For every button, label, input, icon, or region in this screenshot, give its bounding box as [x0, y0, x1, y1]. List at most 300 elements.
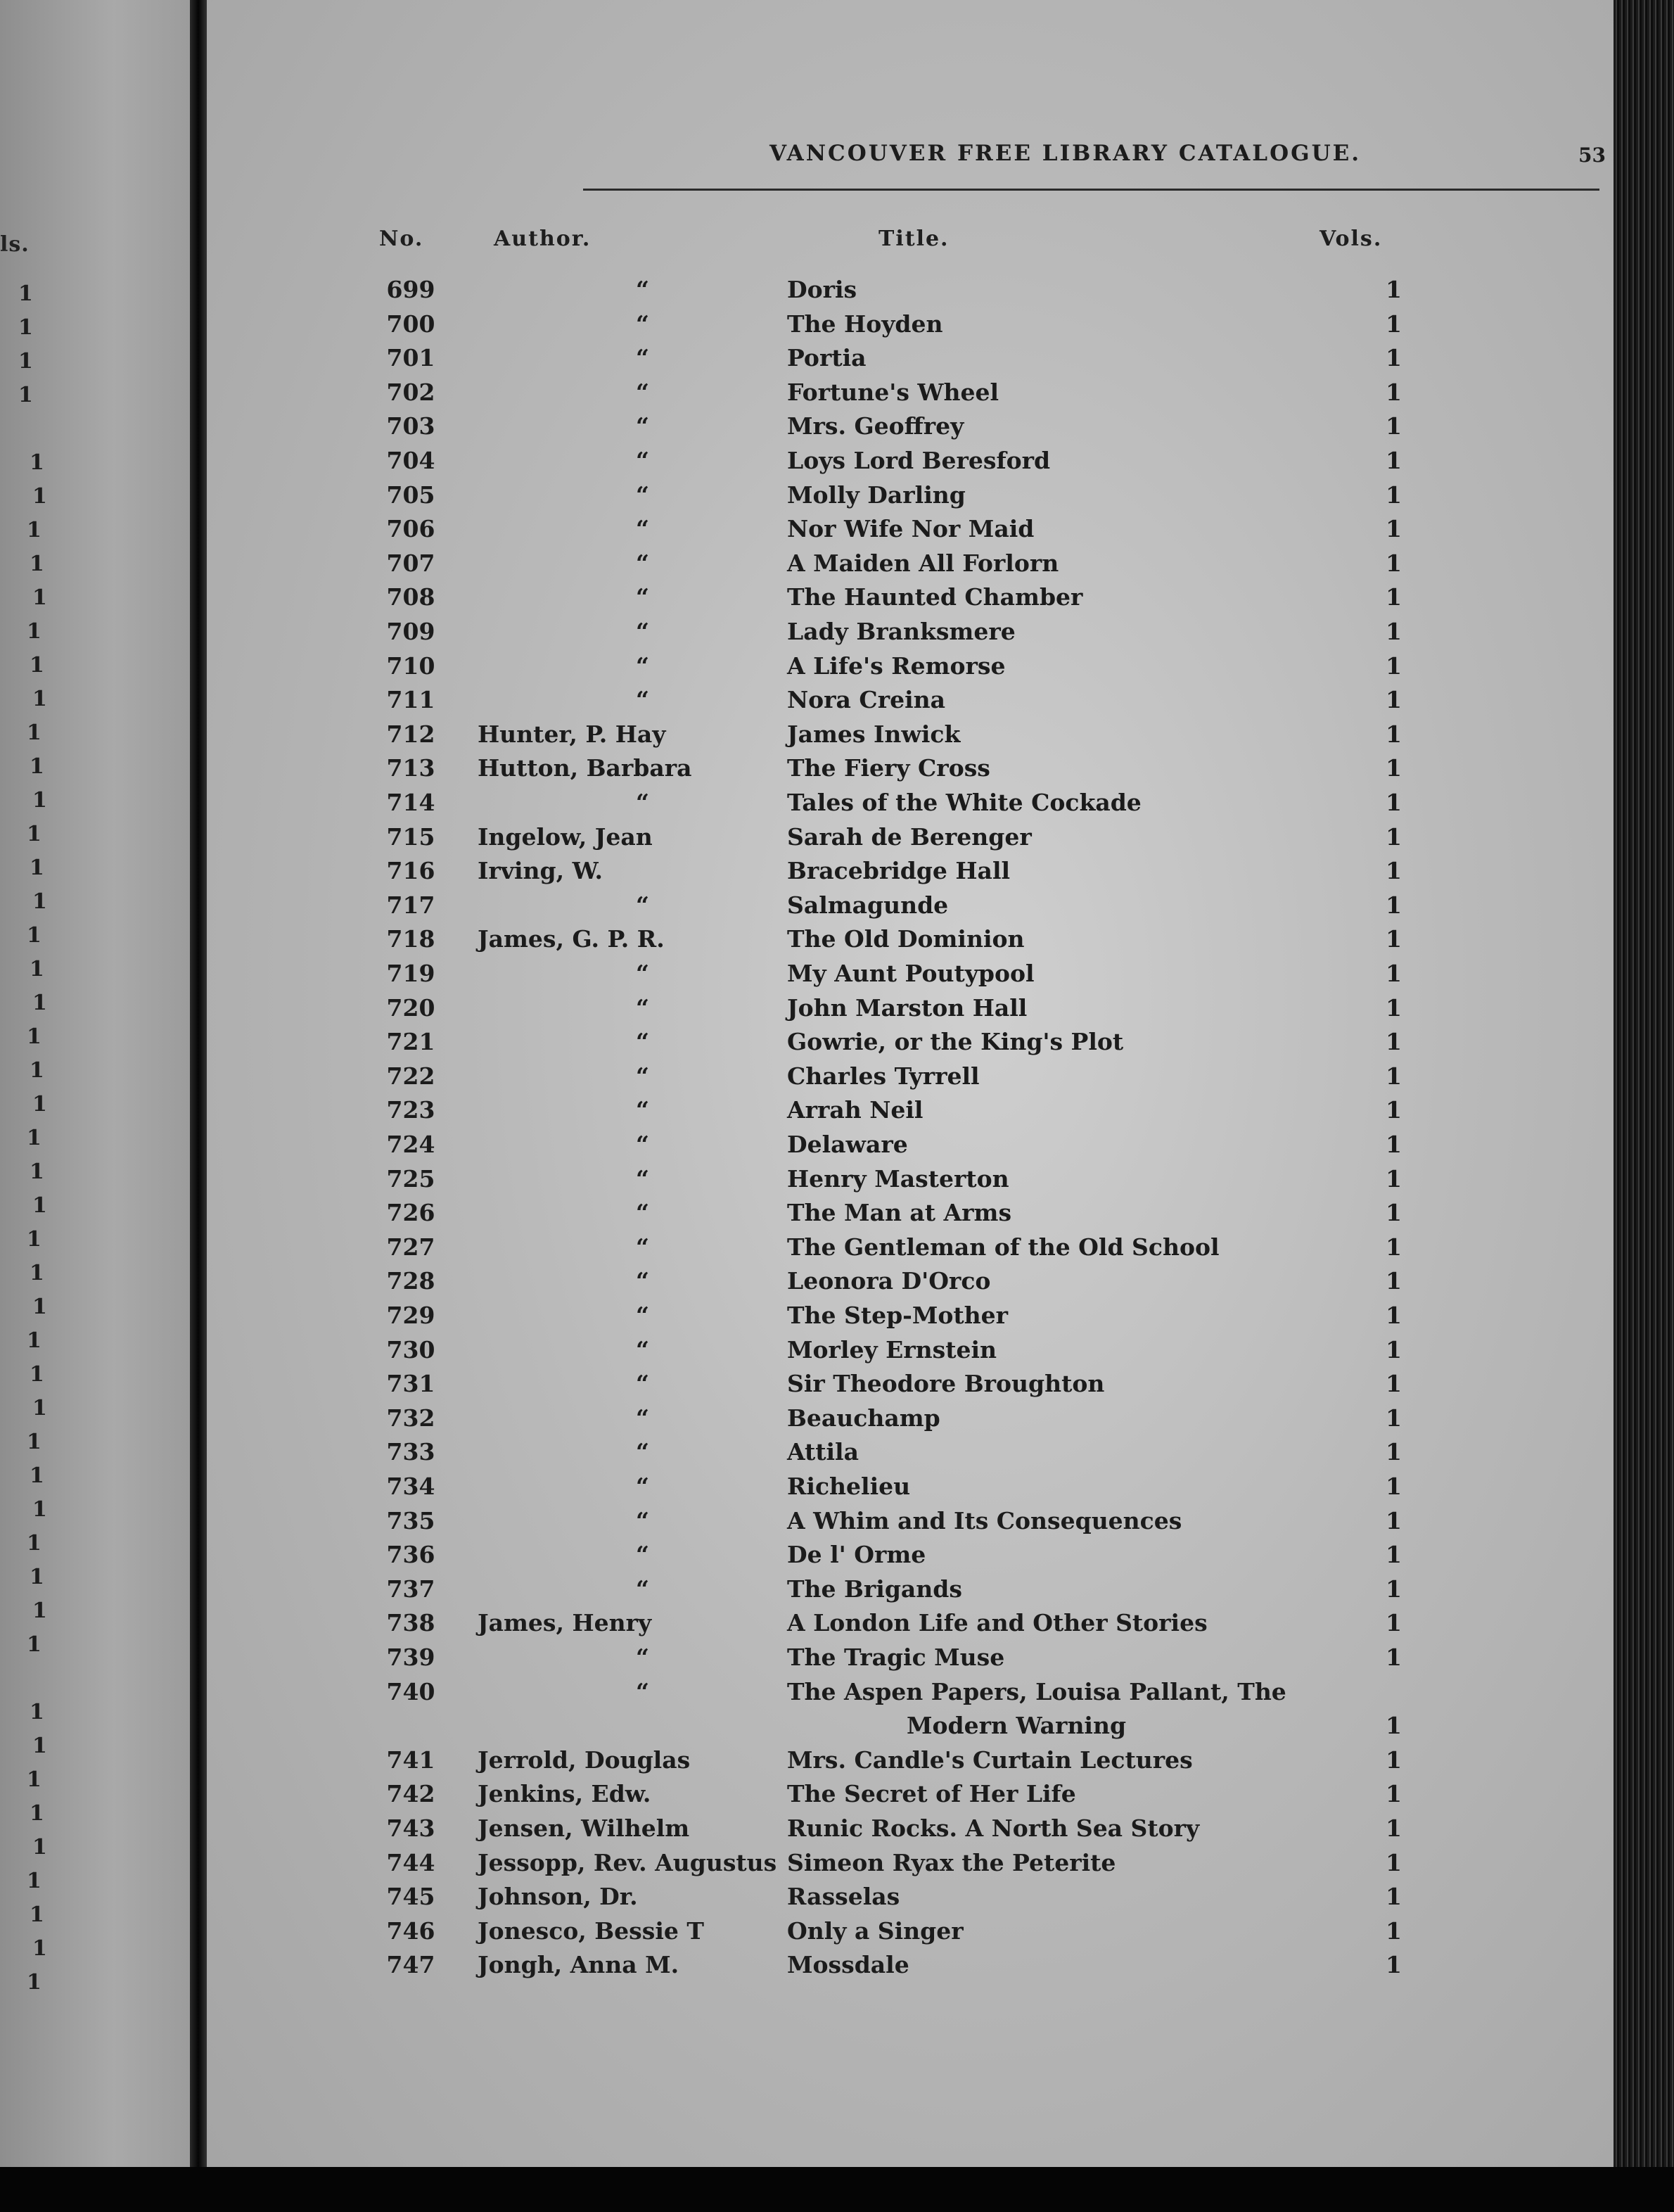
left-vols-value: 1: [27, 1328, 41, 1353]
book-gutter: [190, 0, 207, 2212]
catalogue-entry: [207, 1062, 1614, 1096]
catalogue-entry: [207, 1096, 1614, 1130]
left-vols-value: 1: [18, 281, 33, 306]
catalogue-entry: [207, 1302, 1614, 1335]
entry-vols: 1: [1386, 310, 1402, 338]
entry-vols: 1: [1386, 1917, 1402, 1945]
left-vols-value: 1: [30, 450, 44, 475]
entry-title: James Inwick: [787, 720, 961, 748]
entry-title: Nora Creina: [787, 686, 945, 714]
entry-author-ditto: “: [636, 1335, 649, 1364]
entry-number: 712: [386, 720, 435, 748]
entry-author-ditto: “: [636, 1644, 649, 1671]
catalogue-entry: [207, 1267, 1614, 1301]
entry-number: 714: [386, 789, 435, 816]
catalogue-entry: [207, 583, 1614, 617]
left-vols-value: 1: [30, 1565, 44, 1589]
column-header-author: Author.: [494, 227, 592, 251]
left-vols-value: 1: [30, 1261, 44, 1285]
catalogue-entry: [207, 1814, 1614, 1848]
entry-number: 735: [386, 1506, 435, 1534]
entry-title: The Old Dominion: [787, 925, 1025, 953]
entry-vols: 1: [1386, 1335, 1402, 1364]
entry-vols: 1: [1386, 481, 1402, 509]
entry-author-ditto: “: [636, 412, 649, 440]
catalogue-entry: [207, 1883, 1614, 1917]
entry-number: 724: [386, 1131, 435, 1158]
entry-title: Gowrie, or the King's Plot: [787, 1028, 1124, 1056]
entry-title: The Secret of Her Life: [787, 1780, 1076, 1808]
entry-number: 747: [386, 1951, 435, 1979]
left-vols-value: 1: [32, 889, 47, 914]
catalogue-entry: [207, 1165, 1614, 1199]
entry-author-ditto: “: [636, 1541, 649, 1569]
entry-number: 702: [386, 378, 435, 406]
entry-title: The Tragic Muse: [787, 1644, 1005, 1671]
entry-vols: 1: [1386, 276, 1402, 303]
entry-number: 746: [386, 1917, 435, 1945]
entry-title: A Whim and Its Consequences: [787, 1506, 1182, 1534]
entry-number: 726: [386, 1199, 435, 1227]
entry-vols: 1: [1386, 1302, 1402, 1329]
entry-title: Mrs. Candle's Curtain Lectures: [787, 1746, 1193, 1774]
entry-author-ditto: “: [636, 1302, 649, 1329]
catalogue-entry: [207, 891, 1614, 925]
entry-vols: 1: [1386, 822, 1402, 851]
left-vols-value: 1: [27, 1430, 41, 1454]
catalogue-entry: [207, 754, 1614, 788]
catalogue-entry: [207, 1473, 1614, 1506]
scan-bottom-border: [0, 2167, 1674, 2212]
entry-author-ditto: “: [636, 960, 649, 987]
entry-vols: 1: [1386, 344, 1402, 372]
catalogue-entry: [207, 1199, 1614, 1233]
entry-author-ditto: “: [636, 1575, 649, 1603]
left-vols-value: 1: [32, 1193, 47, 1218]
entry-number: 715: [386, 822, 435, 851]
entry-author-ditto: “: [636, 1131, 649, 1158]
entry-author-ditto: “: [636, 310, 649, 338]
catalogue-entry: [207, 1404, 1614, 1438]
catalogue-entry: [207, 1746, 1614, 1780]
left-vols-value: 1: [32, 687, 47, 711]
entry-vols: 1: [1386, 1062, 1402, 1090]
entry-number: 710: [386, 651, 435, 680]
entry-title: Beauchamp: [787, 1404, 940, 1432]
catalogue-entry: [207, 857, 1614, 891]
entry-number: 743: [386, 1814, 435, 1842]
entry-number: 713: [386, 754, 435, 782]
left-vols-value: 1: [30, 653, 44, 678]
left-vols-value: 1: [30, 1801, 44, 1826]
entry-title: A Maiden All Forlorn: [787, 549, 1059, 577]
entry-author-ditto: “: [636, 1028, 649, 1056]
entry-vols: 1: [1386, 651, 1402, 680]
entry-vols: 1: [1386, 1131, 1402, 1158]
entry-title: Runic Rocks. A North Sea Story: [787, 1814, 1200, 1842]
entry-vols: 1: [1386, 549, 1402, 577]
catalogue-entry: [207, 344, 1614, 378]
catalogue-entry: [207, 960, 1614, 993]
catalogue-entry: [207, 1677, 1614, 1740]
left-vols-value: 1: [27, 518, 41, 542]
left-vols-value: 1: [27, 1970, 41, 1995]
entry-title: Lady Branksmere: [787, 618, 1016, 645]
entry-number: 703: [386, 412, 435, 440]
entry-author: Johnson, Dr.: [478, 1883, 638, 1911]
entry-title: The Gentleman of the Old School: [787, 1233, 1220, 1261]
entry-author: Hutton, Barbara: [478, 754, 692, 782]
entry-author-ditto: “: [636, 1233, 649, 1261]
entry-vols: 1: [1386, 891, 1402, 919]
left-vols-value: 1: [27, 822, 41, 846]
entry-title: Doris: [787, 276, 857, 303]
header-rule: [583, 189, 1599, 191]
entry-author-ditto: “: [636, 583, 649, 611]
entry-number: 708: [386, 583, 435, 611]
entry-vols: 1: [1386, 1814, 1402, 1842]
catalogue-entry: [207, 1849, 1614, 1883]
left-vols-value: 1: [32, 1936, 47, 1961]
catalogue-entry: [207, 720, 1614, 754]
entry-vols: 1: [1386, 515, 1402, 543]
catalogue-entry: [207, 789, 1614, 822]
entry-number: 738: [386, 1609, 435, 1637]
entry-author-ditto: “: [636, 1199, 649, 1227]
entry-title: The Step-Mother: [787, 1302, 1009, 1329]
entry-author-ditto: “: [636, 1473, 649, 1500]
catalogue-entry: [207, 515, 1614, 549]
catalogue-entry: [207, 1336, 1614, 1370]
catalogue-entry: [207, 481, 1614, 515]
facing-page-left: [0, 0, 190, 2212]
left-vols-value: 1: [18, 349, 33, 374]
catalogue-entry: [207, 412, 1614, 446]
left-vols-value: 1: [32, 585, 47, 610]
catalogue-entry: [207, 1131, 1614, 1164]
entry-title: Morley Ernstein: [787, 1335, 997, 1364]
entry-title: Tales of the White Cockade: [787, 789, 1142, 816]
entry-vols: 1: [1386, 1438, 1402, 1466]
entry-author-ditto: “: [636, 276, 649, 303]
entry-title: The Haunted Chamber: [787, 583, 1083, 611]
catalogue-entry: [207, 310, 1614, 344]
left-vols-value: 1: [27, 1024, 41, 1049]
entry-vols: 1: [1386, 789, 1402, 816]
entry-number: 699: [386, 276, 435, 303]
entry-title: Loys Lord Beresford: [787, 447, 1051, 474]
left-vols-value: 1: [30, 856, 44, 880]
left-vols-value: 1: [32, 788, 47, 813]
entry-author: Jerrold, Douglas: [478, 1746, 691, 1774]
entry-number: 701: [386, 344, 435, 372]
entry-author: Ingelow, Jean: [478, 822, 653, 851]
entry-vols: 1: [1386, 1199, 1402, 1227]
entry-number: 711: [386, 686, 435, 714]
entry-title-continuation: Modern Warning: [907, 1712, 1127, 1740]
entry-author: James, Henry: [478, 1609, 652, 1637]
entry-number: 745: [386, 1883, 435, 1911]
entry-vols: 1: [1386, 1780, 1402, 1808]
entry-vols: 1: [1386, 686, 1402, 714]
entry-number: 729: [386, 1302, 435, 1329]
entry-vols: 1: [1386, 1644, 1402, 1671]
entry-title: Attila: [787, 1438, 859, 1466]
entry-number: 720: [386, 993, 435, 1022]
column-header-vols: Vols.: [1320, 227, 1383, 251]
catalogue-entry: [207, 1507, 1614, 1541]
entry-title: Sarah de Berenger: [787, 822, 1032, 851]
left-vols-value: 1: [30, 552, 44, 576]
entry-number: 744: [386, 1848, 435, 1876]
entry-number: 723: [386, 1096, 435, 1124]
entry-vols: 1: [1386, 447, 1402, 474]
entry-number: 719: [386, 960, 435, 987]
entry-number: 728: [386, 1267, 435, 1295]
left-vols-value: 1: [27, 619, 41, 644]
catalogue-entry: [207, 1370, 1614, 1404]
entry-vols: 1: [1386, 1575, 1402, 1603]
entry-author: Irving, W.: [478, 857, 603, 885]
entry-title: A London Life and Other Stories: [787, 1609, 1208, 1637]
entry-number: 733: [386, 1438, 435, 1466]
entry-vols: 1: [1386, 1746, 1402, 1774]
entry-title: Simeon Ryax the Peterite: [787, 1848, 1116, 1876]
entry-author-ditto: “: [636, 481, 649, 509]
entry-number: 718: [386, 925, 435, 953]
entry-vols: 1: [1386, 1473, 1402, 1500]
entry-author-ditto: “: [636, 1506, 649, 1534]
entry-author-ditto: “: [636, 1677, 649, 1705]
entry-number: 717: [386, 891, 435, 919]
catalogue-entry: [207, 994, 1614, 1028]
entry-author-ditto: “: [636, 1438, 649, 1466]
entry-title: Salmagunde: [787, 891, 949, 919]
left-vols-value: 1: [30, 1700, 44, 1724]
left-vols-value: 1: [27, 923, 41, 948]
entry-title: Sir Theodore Broughton: [787, 1370, 1105, 1398]
entry-title: A Life's Remorse: [787, 651, 1006, 680]
entry-title: Portia: [787, 344, 867, 372]
entry-author-ditto: “: [636, 1096, 649, 1124]
left-vols-value: 1: [32, 1295, 47, 1319]
left-vols-value: 1: [27, 1869, 41, 1893]
left-vols-value: 1: [32, 484, 47, 509]
left-vols-value: 1: [18, 315, 33, 340]
entry-vols: 1: [1386, 1541, 1402, 1569]
catalogue-entry: [207, 925, 1614, 959]
entry-title: Charles Tyrrell: [787, 1062, 980, 1090]
entry-title: Fortune's Wheel: [787, 378, 999, 406]
entry-vols: 1: [1386, 618, 1402, 645]
entry-title: De l' Orme: [787, 1541, 926, 1569]
left-vols-value: 1: [27, 1632, 41, 1657]
entry-author: Jongh, Anna M.: [478, 1951, 679, 1979]
entry-number: 721: [386, 1028, 435, 1056]
entry-author: Jonesco, Bessie T: [478, 1917, 704, 1945]
left-vols-value: 1: [27, 1227, 41, 1252]
catalogue-entry: [207, 823, 1614, 857]
entry-vols: 1: [1386, 960, 1402, 987]
entry-number: 736: [386, 1541, 435, 1569]
entry-title: Henry Masterton: [787, 1164, 1009, 1193]
entry-title: Leonora D'Orco: [787, 1267, 991, 1295]
entry-number: 704: [386, 447, 435, 474]
entry-author: James, G. P. R.: [478, 925, 665, 953]
catalogue-entry: [207, 1644, 1614, 1677]
entry-author-ditto: “: [636, 891, 649, 919]
entry-number: 706: [386, 515, 435, 543]
catalogue-entry: [207, 276, 1614, 310]
catalogue-entry: [207, 379, 1614, 412]
entry-author-ditto: “: [636, 378, 649, 406]
entry-number: 740: [386, 1677, 435, 1705]
book-page-edges: [1614, 0, 1674, 2212]
entry-vols: 1: [1386, 1609, 1402, 1637]
entry-title: The Fiery Cross: [787, 754, 990, 782]
entry-title: My Aunt Poutypool: [787, 960, 1035, 987]
entry-vols: 1: [1386, 1370, 1402, 1398]
entry-number: 705: [386, 481, 435, 509]
left-vols-value: 1: [30, 1463, 44, 1488]
left-vols-value: 1: [30, 957, 44, 981]
left-vols-value: 1: [32, 1092, 47, 1117]
entry-number: 739: [386, 1644, 435, 1671]
entry-title: Arrah Neil: [787, 1096, 924, 1124]
left-vols-value: 1: [32, 1734, 47, 1758]
catalogue-entry: [207, 1438, 1614, 1472]
running-title: VANCOUVER FREE LIBRARY CATALOGUE.: [769, 141, 1362, 166]
left-vols-value: 1: [30, 1362, 44, 1387]
entry-author-ditto: “: [636, 1267, 649, 1295]
entry-title: The Hoyden: [787, 310, 943, 338]
entry-number: 727: [386, 1233, 435, 1261]
entry-vols: 1: [1386, 857, 1402, 885]
entry-author: Jenkins, Edw.: [478, 1780, 651, 1808]
entry-title: The Man at Arms: [787, 1199, 1012, 1227]
entry-number: 725: [386, 1164, 435, 1193]
entry-author-ditto: “: [636, 789, 649, 816]
catalogue-entry: [207, 1541, 1614, 1575]
entry-author-ditto: “: [636, 651, 649, 680]
left-vols-value: 1: [32, 1598, 47, 1623]
entry-author-ditto: “: [636, 549, 649, 577]
entry-vols: 1: [1386, 1164, 1402, 1193]
catalogue-entry: [207, 1951, 1614, 1985]
entry-vols: 1: [1386, 1028, 1402, 1056]
left-vols-value: 1: [30, 1058, 44, 1083]
entry-title: Mrs. Geoffrey: [787, 412, 964, 440]
entry-number: 731: [386, 1370, 435, 1398]
catalogue-page: [207, 0, 1614, 2212]
entry-title: Nor Wife Nor Maid: [787, 515, 1035, 543]
catalogue-entry: [207, 549, 1614, 583]
left-vols-value: 1: [27, 720, 41, 745]
catalogue-entry: [207, 618, 1614, 651]
entry-vols: 1: [1386, 412, 1402, 440]
entry-vols: 1: [1386, 1951, 1402, 1979]
entry-author-ditto: “: [636, 1370, 649, 1398]
entry-number: 722: [386, 1062, 435, 1090]
catalogue-entry: [207, 652, 1614, 686]
entry-vols: 1: [1386, 754, 1402, 782]
entry-vols: 1: [1386, 1883, 1402, 1911]
left-vols-value: 1: [27, 1531, 41, 1556]
entry-author-ditto: “: [636, 1164, 649, 1193]
left-vols-value: 1: [27, 1126, 41, 1150]
entry-number: 734: [386, 1473, 435, 1500]
entry-title: Mossdale: [787, 1951, 909, 1979]
entry-vols: 1: [1386, 720, 1402, 748]
entry-author-ditto: “: [636, 1062, 649, 1090]
entry-vols: 1: [1386, 1267, 1402, 1295]
entry-vols: 1: [1386, 993, 1402, 1022]
entry-vols: 1: [1386, 1848, 1402, 1876]
entry-number: 732: [386, 1404, 435, 1432]
entry-number: 742: [386, 1780, 435, 1808]
entry-title: John Marston Hall: [787, 993, 1028, 1022]
entry-title: The Aspen Papers, Louisa Pallant, The: [787, 1677, 1286, 1705]
entry-vols: 1: [1386, 1404, 1402, 1432]
entry-author: Hunter, P. Hay: [478, 720, 666, 748]
entry-author: Jensen, Wilhelm: [478, 1814, 690, 1842]
entry-author-ditto: “: [636, 344, 649, 372]
column-header-no: No.: [379, 227, 424, 251]
left-vols-value: 1: [32, 991, 47, 1015]
entry-author-ditto: “: [636, 1404, 649, 1432]
entry-number: 700: [386, 310, 435, 338]
entry-vols: 1: [1386, 1096, 1402, 1124]
entry-author-ditto: “: [636, 993, 649, 1022]
column-header-title: Title.: [878, 227, 950, 251]
left-vols-value: 1: [30, 754, 44, 779]
left-vols-header-fragment: ls.: [0, 232, 30, 257]
entry-title: The Brigands: [787, 1575, 962, 1603]
entry-title: Rasselas: [787, 1883, 900, 1911]
entry-number: 716: [386, 857, 435, 885]
entry-title: Molly Darling: [787, 481, 966, 509]
catalogue-entry: [207, 1575, 1614, 1609]
left-vols-value: 1: [18, 383, 33, 407]
left-vols-value: 1: [30, 1159, 44, 1184]
catalogue-entry: [207, 1028, 1614, 1062]
entry-number: 741: [386, 1746, 435, 1774]
entry-title: Delaware: [787, 1131, 908, 1158]
left-vols-value: 1: [32, 1396, 47, 1420]
catalogue-entry: [207, 686, 1614, 720]
catalogue-entry: [207, 447, 1614, 481]
entry-vols: 1: [1386, 1233, 1402, 1261]
catalogue-entry: [207, 1233, 1614, 1267]
entry-title: Richelieu: [787, 1473, 911, 1500]
entry-title: Only a Singer: [787, 1917, 964, 1945]
entry-vols: 1: [1386, 1712, 1402, 1740]
catalogue-entry: [207, 1609, 1614, 1643]
entry-vols: 1: [1386, 1506, 1402, 1534]
catalogue-entry: [207, 1780, 1614, 1814]
left-vols-value: 1: [27, 1767, 41, 1792]
entry-number: 737: [386, 1575, 435, 1603]
entry-author-ditto: “: [636, 618, 649, 645]
left-vols-value: 1: [32, 1497, 47, 1522]
entry-number: 730: [386, 1335, 435, 1364]
entry-author-ditto: “: [636, 515, 649, 543]
page-number: 53: [1578, 144, 1606, 167]
left-vols-value: 1: [32, 1835, 47, 1860]
entry-number: 709: [386, 618, 435, 645]
entry-author: Jessopp, Rev. Augustus: [478, 1848, 777, 1876]
entry-vols: 1: [1386, 925, 1402, 953]
